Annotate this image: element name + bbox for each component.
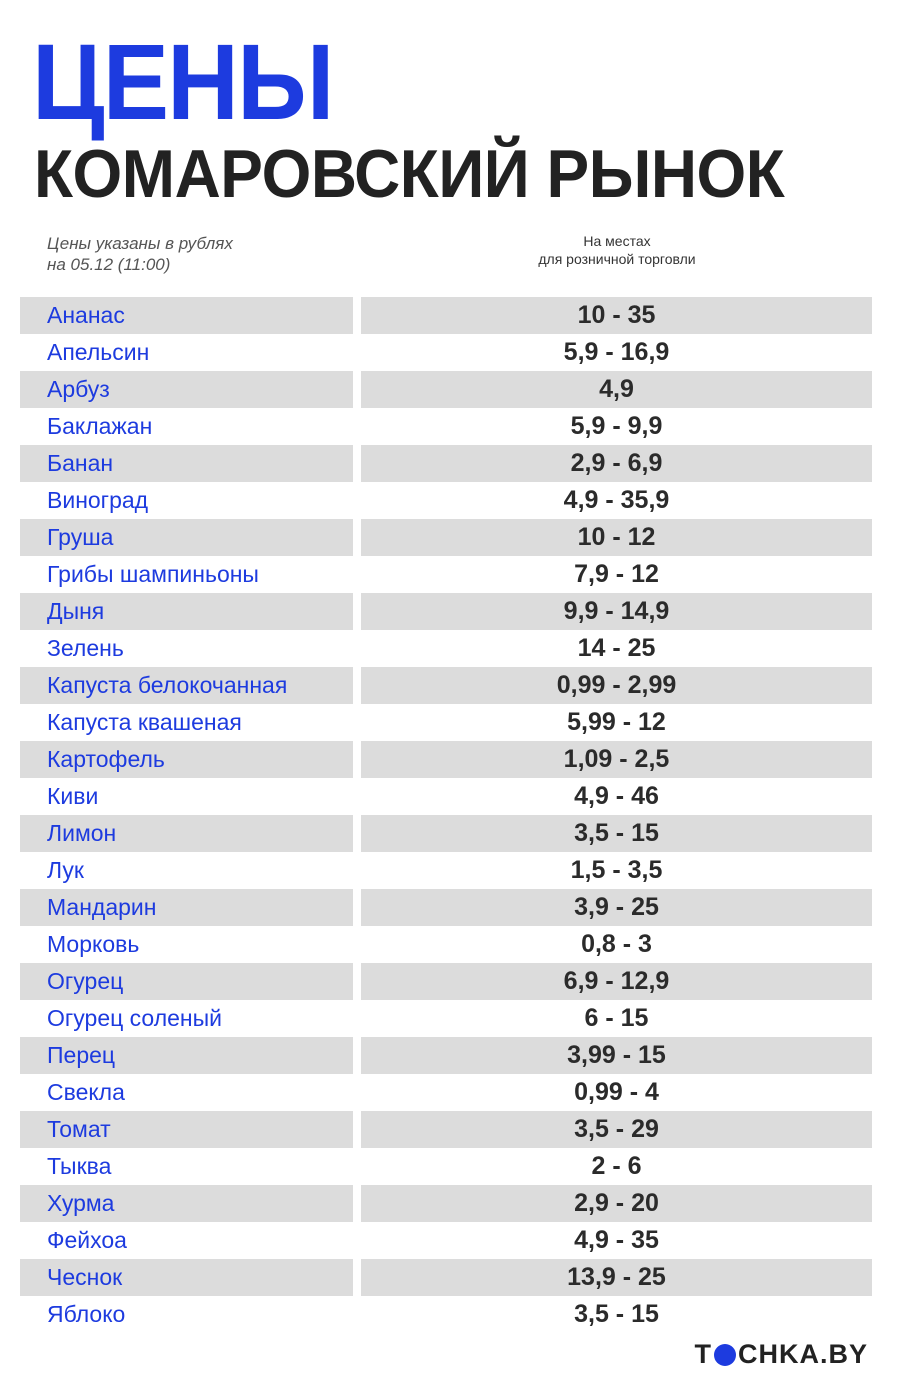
product-price: 7,9 - 12	[574, 560, 659, 588]
cell-gap	[353, 593, 361, 630]
price-table	[20, 297, 872, 1333]
product-name: Свекла	[47, 1079, 125, 1105]
cell-gap	[353, 778, 361, 815]
table-row	[20, 926, 872, 963]
page-title: ЦЕНЫ	[32, 21, 333, 142]
product-name: Хурма	[20, 1185, 353, 1222]
price-column-header	[362, 232, 872, 268]
product-price: 3,5 - 15	[574, 1300, 659, 1328]
product-name: Груша	[20, 519, 353, 556]
cell-gap	[353, 334, 361, 371]
table-row	[20, 371, 872, 408]
product-name: Яблоко	[47, 1301, 126, 1327]
cell-gap	[353, 297, 361, 334]
product-price: 6 - 15	[584, 1004, 649, 1032]
product-price: 14 - 25	[577, 634, 656, 662]
product-name: Чеснок	[20, 1259, 353, 1296]
table-row	[20, 852, 872, 889]
table-row	[20, 630, 872, 667]
cell-gap	[353, 1259, 361, 1296]
cell-gap	[353, 556, 361, 593]
table-row	[20, 815, 872, 852]
product-price: 3,99 - 15	[361, 1037, 872, 1074]
product-name: Огурец соленый	[47, 1005, 223, 1031]
product-price: 3,5 - 15	[361, 815, 872, 852]
price-column-header-line2: для розничной торговли	[538, 251, 696, 267]
product-price: 6,9 - 12,9	[361, 963, 872, 1000]
cell-gap	[353, 1111, 361, 1148]
product-price: 2,9 - 20	[361, 1185, 872, 1222]
product-name: Капуста квашеная	[47, 709, 242, 735]
product-name: Дыня	[20, 593, 353, 630]
price-note-currency: Цены указаны в рублях	[47, 234, 233, 253]
cell-gap	[353, 519, 361, 556]
price-note	[47, 233, 233, 275]
table-row	[20, 1259, 872, 1296]
cell-gap	[353, 926, 361, 963]
table-row	[20, 593, 872, 630]
product-price: 13,9 - 25	[361, 1259, 872, 1296]
product-name: Тыква	[47, 1153, 112, 1179]
product-name: Банан	[20, 445, 353, 482]
cell-gap	[353, 1037, 361, 1074]
cell-gap	[353, 1000, 361, 1037]
table-row	[20, 519, 872, 556]
price-note-date: на 05.12 (11:00)	[47, 255, 171, 274]
cell-gap	[353, 482, 361, 519]
product-price: 5,9 - 9,9	[570, 412, 663, 440]
product-name: Апельсин	[47, 339, 150, 365]
table-row	[20, 334, 872, 371]
product-price: 0,99 - 2,99	[361, 667, 872, 704]
cell-gap	[353, 889, 361, 926]
product-price: 3,9 - 25	[361, 889, 872, 926]
product-price: 10 - 12	[361, 519, 872, 556]
logo-text-start: T	[694, 1339, 712, 1369]
market-name: КОМАРОВСКИЙ РЫНОК	[34, 136, 785, 212]
table-row	[20, 445, 872, 482]
table-row	[20, 1000, 872, 1037]
table-row	[20, 778, 872, 815]
product-name: Фейхоа	[47, 1227, 127, 1253]
product-name: Грибы шампиньоны	[47, 561, 259, 587]
table-row	[20, 1111, 872, 1148]
product-price: 1,09 - 2,5	[361, 741, 872, 778]
product-name: Баклажан	[47, 413, 153, 439]
logo-circle-icon	[714, 1344, 736, 1366]
product-price: 2 - 6	[591, 1152, 642, 1180]
product-name: Зелень	[47, 635, 124, 661]
product-price: 5,99 - 12	[567, 708, 666, 736]
cell-gap	[353, 1296, 361, 1333]
tochka-logo	[694, 1339, 868, 1370]
table-row	[20, 556, 872, 593]
table-row	[20, 297, 872, 334]
product-price: 4,9 - 46	[574, 782, 659, 810]
product-price: 4,9	[361, 371, 872, 408]
table-row	[20, 704, 872, 741]
product-name: Картофель	[20, 741, 353, 778]
product-name: Мандарин	[20, 889, 353, 926]
cell-gap	[353, 1148, 361, 1185]
product-name: Томат	[20, 1111, 353, 1148]
product-name: Перец	[20, 1037, 353, 1074]
product-price: 0,99 - 4	[574, 1078, 659, 1106]
table-row	[20, 1222, 872, 1259]
cell-gap	[353, 371, 361, 408]
table-row	[20, 1148, 872, 1185]
cell-gap	[353, 667, 361, 704]
table-row	[20, 963, 872, 1000]
cell-gap	[353, 741, 361, 778]
cell-gap	[353, 1074, 361, 1111]
table-row	[20, 889, 872, 926]
product-price: 0,8 - 3	[581, 930, 652, 958]
product-name: Лимон	[20, 815, 353, 852]
cell-gap	[353, 815, 361, 852]
product-price: 2,9 - 6,9	[361, 445, 872, 482]
product-name: Капуста белокочанная	[20, 667, 353, 704]
product-price: 10 - 35	[361, 297, 872, 334]
cell-gap	[353, 963, 361, 1000]
product-name: Лук	[47, 857, 84, 883]
table-row	[20, 1296, 872, 1333]
table-row	[20, 667, 872, 704]
price-column-header-line1: На местах	[583, 233, 651, 249]
cell-gap	[353, 630, 361, 667]
product-name: Киви	[47, 783, 99, 809]
product-name: Ананас	[20, 297, 353, 334]
product-price: 4,9 - 35,9	[563, 486, 670, 514]
table-row	[20, 1185, 872, 1222]
cell-gap	[353, 1185, 361, 1222]
product-name: Виноград	[47, 487, 149, 513]
cell-gap	[353, 445, 361, 482]
table-row	[20, 482, 872, 519]
table-row	[20, 741, 872, 778]
product-name: Морковь	[47, 931, 140, 957]
table-row	[20, 1037, 872, 1074]
table-row	[20, 1074, 872, 1111]
product-price: 9,9 - 14,9	[361, 593, 872, 630]
product-price: 1,5 - 3,5	[570, 856, 663, 884]
cell-gap	[353, 408, 361, 445]
cell-gap	[353, 704, 361, 741]
product-price: 5,9 - 16,9	[563, 338, 670, 366]
table-row	[20, 408, 872, 445]
product-name: Арбуз	[20, 371, 353, 408]
product-price: 3,5 - 29	[361, 1111, 872, 1148]
cell-gap	[353, 852, 361, 889]
product-price: 4,9 - 35	[574, 1226, 659, 1254]
cell-gap	[353, 1222, 361, 1259]
product-name: Огурец	[20, 963, 353, 1000]
logo-text-end: CHKA.BY	[737, 1339, 868, 1369]
